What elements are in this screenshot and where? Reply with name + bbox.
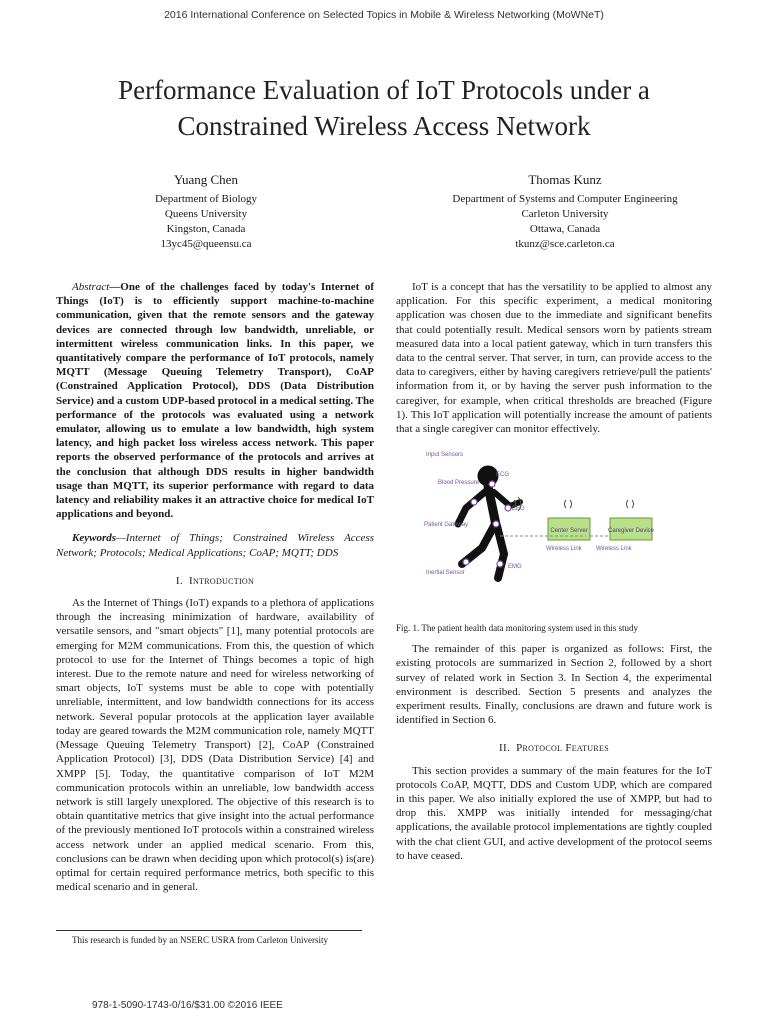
author-org: Queens University — [164, 208, 248, 220]
label-patient-gateway: Patient Gateway — [424, 522, 469, 529]
author-dept: Department of Biology — [154, 193, 258, 205]
footnote: This research is funded by an NSERC USRA from Carleton University — [72, 935, 328, 945]
left-column — [56, 280, 374, 894]
body-paragraph-1: IoT is a concept that has the versatility to be applied to almost any application. For this specific experiment, a medical monitoring application was chosen due to the immediate and significant benefits that could potentially result. Medical sensors worn by patients stream measured data into a local patient gateway, which in turn transfers this data to the central server. That server, in turn, can provide access to the data to caregivers, either by having caregivers retrieve/pull the patients' information from it, or by having the server push information to the caregiver, for example, when critical thresholds are breached (Figure 1). This IoT application will potentially increase the amount of patients that a single caregiver can monitor effectively. — [396, 281, 712, 436]
conference-header: 2016 International Conference on Selected Topics in Mobile & Wireless Networking (MoWNeT) — [164, 9, 604, 21]
label-center-server: Center Server — [550, 528, 588, 535]
wifi-icon — [564, 500, 571, 508]
keywords-lead: Keywords — [72, 532, 116, 545]
right-column — [396, 280, 712, 863]
emg-sensor-dot — [497, 561, 503, 567]
section-title: Protocol Features — [516, 742, 609, 755]
author-dept: Department of Systems and Computer Engineering — [452, 193, 678, 205]
label-wireless-link-2: Wireless Link — [596, 546, 632, 553]
section-number: I. — [175, 574, 183, 587]
author-block-1 — [56, 172, 356, 252]
section-heading-introduction — [56, 574, 374, 588]
label-emg: EMG — [508, 564, 522, 571]
label-ecg: ECG — [496, 472, 510, 479]
author-location: Ottawa, Canada — [529, 223, 601, 235]
author-block-2 — [400, 172, 730, 252]
paper-title — [40, 72, 728, 144]
label-inertial-sensor: Inertial Sensor — [426, 570, 465, 577]
label-blood-pressure: Blood Pressure — [438, 480, 480, 487]
figure-caption: Fig. 1. The patient health data monitoring system used in this study — [396, 623, 639, 634]
figure-1 — [396, 446, 712, 606]
abstract — [56, 280, 374, 521]
author-email: tkunz@sce.carleton.ca — [515, 238, 615, 250]
label-eeg: EEG — [512, 506, 525, 513]
author-org: Carleton University — [521, 208, 609, 220]
eeg-sensor-dot — [505, 505, 511, 511]
section-number: II. — [499, 742, 511, 755]
label-input-sensors: Input Sensors — [426, 452, 464, 459]
footer-copyright: 978-1-5090-1743-0/16/$31.00 ©2016 IEEE — [92, 1000, 283, 1011]
gateway-dot — [493, 521, 499, 527]
title-line-2: Constrained Wireless Access Network — [177, 111, 591, 141]
wireless-icons — [514, 497, 634, 511]
wifi-icon — [626, 500, 633, 508]
ecg-sensor-dot — [489, 481, 495, 487]
author-location: Kingston, Canada — [166, 223, 246, 235]
protocol-features-paragraph: This section provides a summary of the main features for the IoT protocols CoAP, MQTT, DDS and Custom UDP, which are compared in this paper. We also initially explored the use of XMPP, but had to drop this. XMPP was initially intended for messaging/chat applications, the available protocol implementations are tightly coupled with the chat client GUI, and active development of the protocol seems to have ceased. — [396, 764, 712, 862]
section-title: Introduction — [189, 574, 255, 587]
label-wireless-link-1: Wireless Link — [546, 546, 582, 553]
bp-sensor-dot — [471, 499, 477, 505]
author-email: 13yc45@queensu.ca — [160, 238, 252, 250]
abstract-lead: Abstract — [72, 281, 110, 293]
figure-diagram — [396, 446, 712, 606]
section-heading-protocol-features — [396, 741, 712, 755]
introduction-paragraph: As the Internet of Things (IoT) expands to a plethora of applications through the increasing minimization of hardware, availability of versatile sensors, and "smart objects" [1], many potential protocols are emerging for M2M communications. From this, the question of which protocol to use for the Internet of Things becomes a topic of high interest. Due to the remote nature and need for wireless networking of smart objects, IoT systems must be able to cope with potentially unreliable, intermittent, and low bandwidth connections for its access network. Several popular protocols at the application layer available today are geared towards the M2M communication role, namely MQTT (Message Queuing Telemetry Transport) [2], CoAP (Constrained Application Protocol) [3], DDS (Data Distribution Service) [4] and XMPP [5]. Today, the quantitative comparison of IoT M2M communication protocols within an unreliable, low bandwidth access network is still largely unexplored. The objective of this research is to obtain quantitative metrics that give insight into the actual performance of the previously mentioned IoT protocols within a constrained wireless access network under an applied medical scenario. From this, conclusions can be drawn when deciding upon which protocol(s) is(are) optimal for certain required performance metrics, both specific to this medical scenario and in general. — [56, 597, 374, 894]
footnote-rule — [56, 930, 362, 931]
keywords-text: —Internet of Things; Constrained Wireless Access Network; Protocols; Medical Applications; CoAP; MQTT; DDS — [56, 532, 374, 559]
label-caregiver-device: Caregiver Device — [607, 528, 655, 535]
body-paragraph-2: The remainder of this paper is organized as follows: First, the existing protocols are summarized in Section 2, followed by a short survey of related work in Section 3. In Section 4, the experimental environment is described. Section 5 presents and analyzes the experiment results. Finally, conclusions are drawn and future work is identified in Section 6. — [396, 643, 712, 727]
inertial-sensor-dot — [463, 559, 469, 565]
keywords — [56, 531, 374, 559]
author-name: Yuang Chen — [174, 172, 238, 187]
author-name: Thomas Kunz — [528, 172, 602, 187]
title-line-1: Performance Evaluation of IoT Protocols under a — [118, 75, 650, 105]
abstract-text: —One of the challenges faced by today's Internet of Things (IoT) is to efficiently support machine-to-machine communication, given that the remote sensors and the gateway devices are connected through low bandwidth, unreliable, or intermittent wireless communication links. In this paper, we quantitatively compare the performance of IoT protocols, namely MQTT (Message Queuing Telemetry Transport), CoAP (Constrained Application Protocol), DDS (Data Distribution Service) and a custom UDP-based protocol in a medical setting. The performance of the protocols was evaluated using a network emulator, allowing us to emulate a low bandwidth, high system latency, and high packet loss wireless access network. This paper reports the observed performance of the protocols and arrives at the conclusion that although DDS results in higher bandwidth usage than MQTT, its superior performance with regard to data latency and reliability makes it an attractive choice for medical IoT applications and beyond. — [56, 281, 374, 521]
